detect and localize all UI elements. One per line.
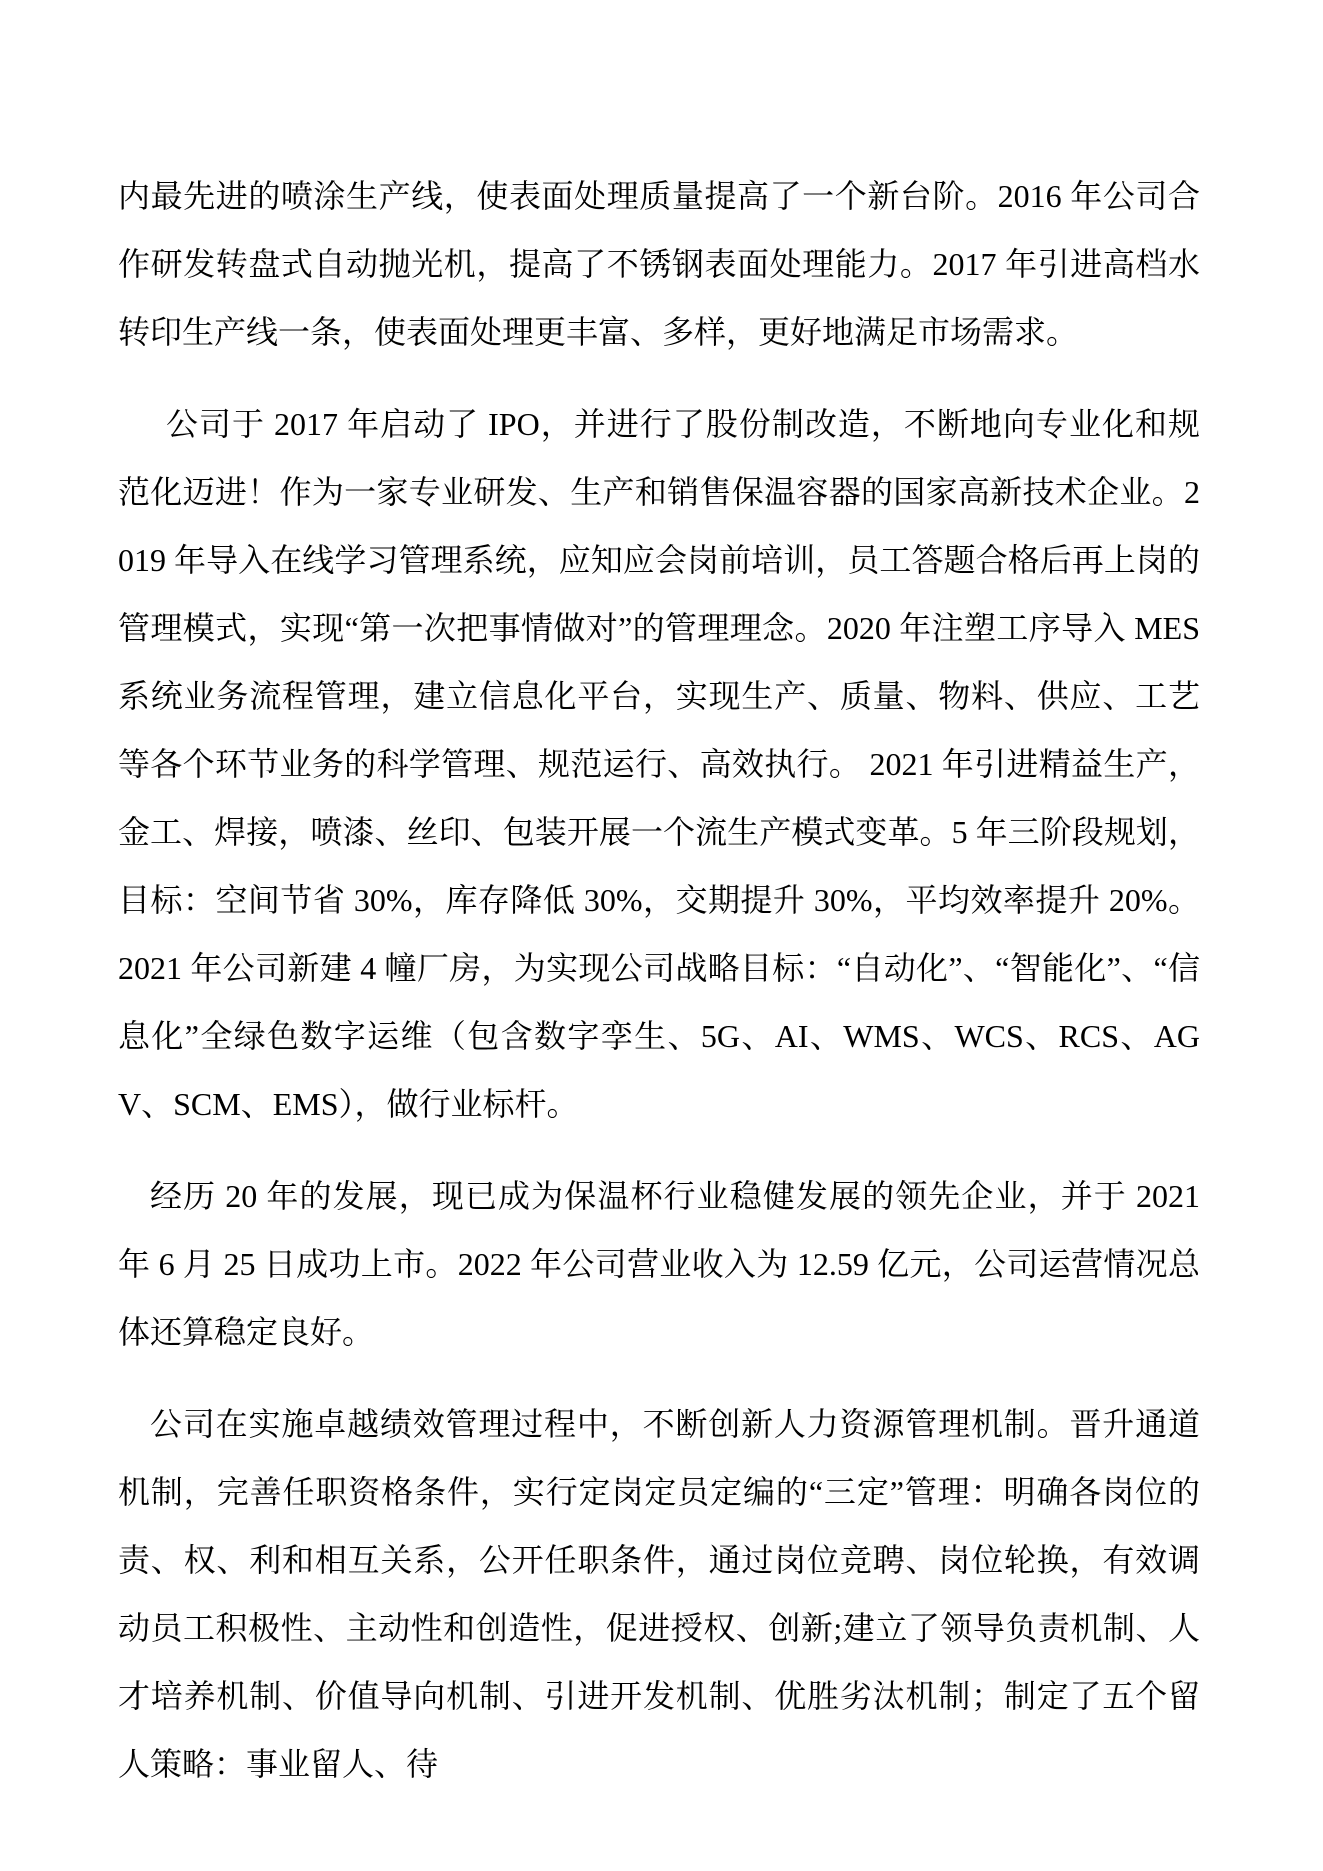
paragraph: 公司在实施卓越绩效管理过程中，不断创新人力资源管理机制。晋升通道机制，完善任职资格条件，实行定岗定员定编的“三定”管理：明确各岗位的责、权、利和相互关系，公开任职条件，通过岗位竞聘、岗位轮换，有效调动员工积极性、主动性和创造性，促进授权、创新;建立了领导负责机制、人才培养机制、价值导向机制、引进开发机制、优胜劣汰机制；制定了五个留人策略：事业留人、待 [118,1406,1200,1782]
paragraph: 内最先进的喷涂生产线，使表面处理质量提高了一个新台阶。2016 年公司合作研发转盘式自动抛光机，提高了不锈钢表面处理能力。2017 年引进高档水转印生产线一条，使表面处理更丰富、多样，更好地满足市场需求。 [118,178,1200,350]
paragraph: 经历 20 年的发展，现已成为保温杯行业稳健发展的领先企业，并于 2021 年 6 月 25 日成功上市。2022 年公司营业收入为 12.59 亿元，公司运营情况总体还算稳定良好。 [118,1178,1200,1350]
paragraph: 公司于 2017 年启动了 IPO，并进行了股份制改造，不断地向专业化和规范化迈进！作为一家专业研发、生产和销售保温容器的国家高新技术企业。2019 年导入在线学习管理系统，应知应会岗前培训，员工答题合格后再上岗的管理模式，实现“第一次把事情做对”的管理理念。2020 年注塑工序导入 MES 系统业务流程管理，建立信息化平台，实现生产、质量、物料、供应、工艺等各个环节业务的科学管理、规范运行、高效执行。 2021 年引进精益生产，金工、焊接，喷漆、丝印、包装开展一个流生产模式变革。5 年三阶段规划，目标：空间节省 30%，库存降低 30%，交期提升 30%，平均效率提升 20%。2021 年公司新建 4 幢厂房，为实现公司战略目标：“自动化”、“智能化”、“信息化”全绿色数字运维（包含数字孪生、5G、AI、WMS、WCS、RCS、AGV、SCM、EMS），做行业标杆。 [118,406,1200,1122]
document-body [118,162,1200,1822]
